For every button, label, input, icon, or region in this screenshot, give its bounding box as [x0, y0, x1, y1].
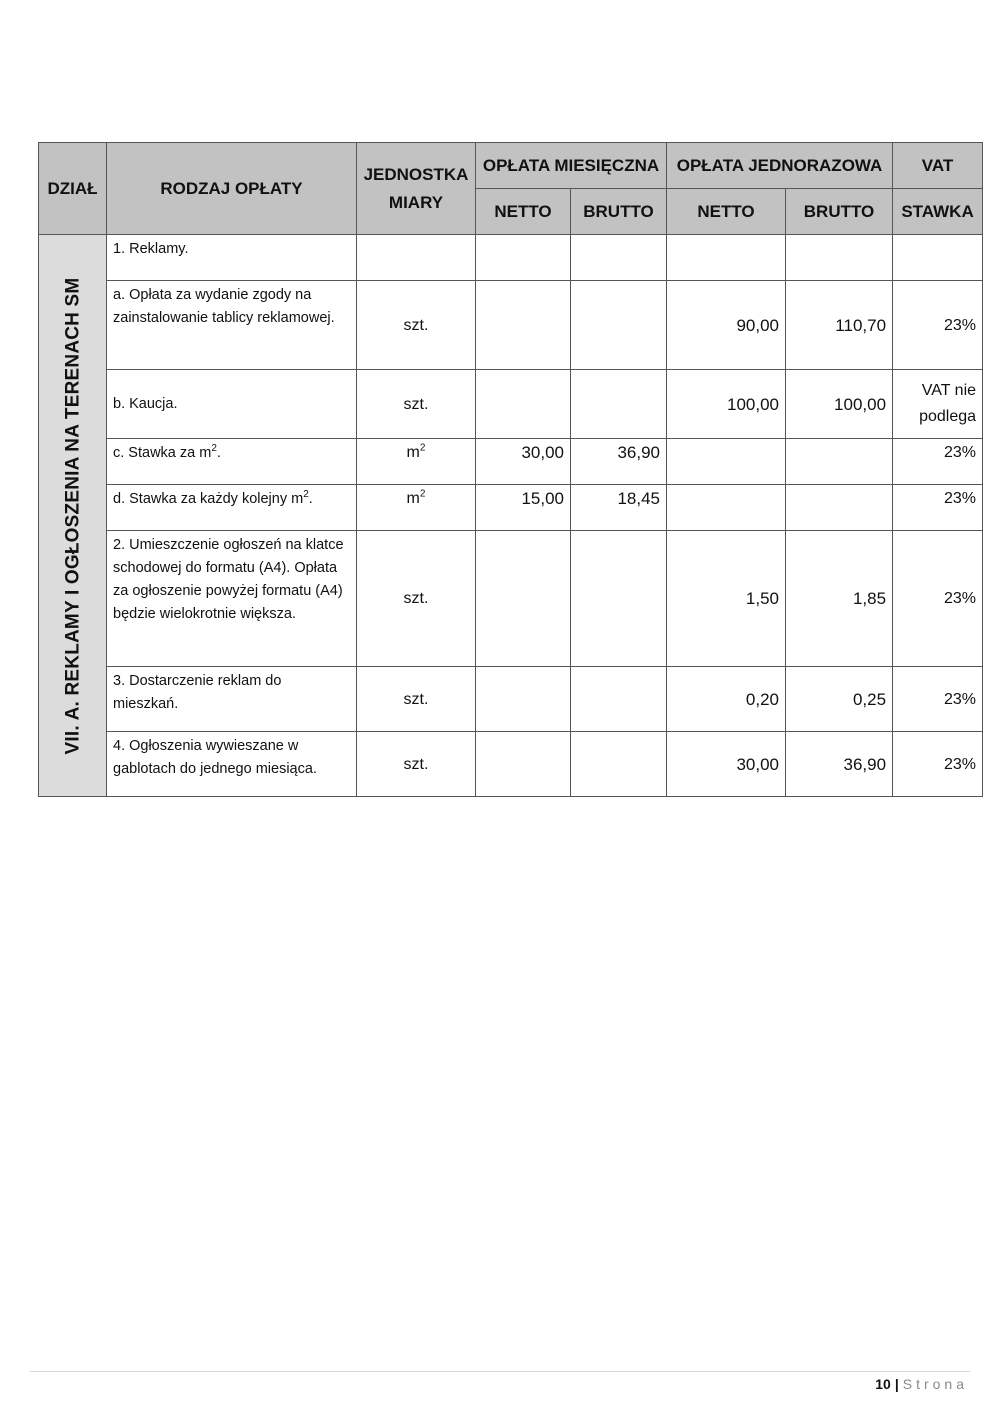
row-onetime-netto: 0,20	[667, 667, 786, 732]
row-description: a. Opłata za wydanie zgody na zainstalowanie tablicy reklamowej.	[107, 281, 357, 370]
table-row	[39, 281, 983, 370]
row-monthly-brutto	[571, 281, 667, 370]
row-vat-rate: 23%	[893, 439, 983, 485]
row-unit-text: m	[406, 444, 420, 461]
row-onetime-netto: 90,00	[667, 281, 786, 370]
row-unit	[357, 485, 476, 531]
row-description: 1. Reklamy.	[107, 235, 357, 281]
row-monthly-netto: 30,00	[476, 439, 571, 485]
header-oplata-miesieczna: OPŁATA MIESIĘCZNA	[476, 143, 667, 189]
row-monthly-netto	[476, 732, 571, 797]
row-unit-sup: 2	[419, 442, 426, 454]
page-word: Strona	[902, 1376, 968, 1392]
header-rodzaj-oplaty: RODZAJ OPŁATY	[107, 143, 357, 235]
row-unit: szt.	[357, 281, 476, 370]
footer-divider	[30, 1371, 970, 1372]
row-onetime-brutto: 0,25	[786, 667, 893, 732]
row-onetime-brutto	[786, 485, 893, 531]
row-unit	[357, 439, 476, 485]
row-vat-rate: 23%	[893, 667, 983, 732]
header-oplata-jednorazowa: OPŁATA JEDNORAZOWA	[667, 143, 893, 189]
row-description-sup: 2	[211, 443, 217, 455]
row-monthly-netto	[476, 531, 571, 667]
row-description-suffix: .	[216, 445, 221, 461]
row-onetime-netto: 30,00	[667, 732, 786, 797]
row-unit: szt.	[357, 732, 476, 797]
row-monthly-brutto: 18,45	[571, 485, 667, 531]
row-unit	[357, 235, 476, 281]
row-onetime-netto	[667, 485, 786, 531]
fee-table	[38, 142, 983, 797]
header-jednostka-miary: JEDNOSTKA MIARY	[357, 143, 476, 235]
row-unit-sup: 2	[419, 488, 426, 500]
row-onetime-netto: 1,50	[667, 531, 786, 667]
row-vat-rate: 23%	[893, 531, 983, 667]
row-monthly-netto: 15,00	[476, 485, 571, 531]
header-dzial: DZIAŁ	[39, 143, 107, 235]
row-monthly-brutto	[571, 732, 667, 797]
table-row	[39, 235, 983, 281]
row-description-sup: 2	[303, 489, 309, 501]
row-onetime-netto	[667, 439, 786, 485]
table-row	[39, 667, 983, 732]
row-description-suffix: .	[308, 491, 313, 507]
row-onetime-brutto: 1,85	[786, 531, 893, 667]
row-unit: szt.	[357, 667, 476, 732]
row-monthly-netto	[476, 667, 571, 732]
footer-separator: |	[894, 1376, 899, 1392]
row-monthly-brutto	[571, 370, 667, 439]
header-vat: VAT	[893, 143, 983, 189]
row-onetime-brutto	[786, 439, 893, 485]
page-footer	[875, 1376, 968, 1392]
row-description	[107, 485, 357, 531]
table-row	[39, 485, 983, 531]
row-onetime-netto	[667, 235, 786, 281]
row-description: b. Kaucja.	[107, 370, 357, 439]
row-unit: szt.	[357, 370, 476, 439]
row-vat-rate: 23%	[893, 281, 983, 370]
page-number: 10	[875, 1376, 891, 1392]
row-description: 4. Ogłoszenia wywieszane w gablotach do jednego miesiąca.	[107, 732, 357, 797]
row-description: 3. Dostarczenie reklam do mieszkań.	[107, 667, 357, 732]
row-onetime-netto: 100,00	[667, 370, 786, 439]
row-monthly-netto	[476, 235, 571, 281]
row-description	[107, 439, 357, 485]
header-miesieczna-brutto: BRUTTO	[571, 189, 667, 235]
header-jednorazowa-brutto: BRUTTO	[786, 189, 893, 235]
row-onetime-brutto	[786, 235, 893, 281]
row-monthly-brutto	[571, 667, 667, 732]
row-monthly-netto	[476, 370, 571, 439]
row-onetime-brutto: 110,70	[786, 281, 893, 370]
table-row	[39, 732, 983, 797]
row-monthly-netto	[476, 281, 571, 370]
row-description-text: d. Stawka za każdy kolejny m	[113, 491, 304, 507]
row-monthly-brutto: 36,90	[571, 439, 667, 485]
row-monthly-brutto	[571, 531, 667, 667]
row-onetime-brutto: 36,90	[786, 732, 893, 797]
row-vat-rate: 23%	[893, 485, 983, 531]
row-onetime-brutto: 100,00	[786, 370, 893, 439]
table-row	[39, 370, 983, 439]
table-row	[39, 531, 983, 667]
table-row	[39, 439, 983, 485]
header-jednorazowa-netto: NETTO	[667, 189, 786, 235]
row-vat-rate: 23%	[893, 732, 983, 797]
header-miesieczna-netto: NETTO	[476, 189, 571, 235]
section-cell	[39, 235, 107, 797]
header-vat-stawka: STAWKA	[893, 189, 983, 235]
row-description-text: c. Stawka za m	[113, 445, 212, 461]
section-label: VII. A. REKLAMY I OGŁOSZENIA NA TERENACH SM	[62, 277, 83, 754]
row-vat-rate	[893, 235, 983, 281]
row-unit-text: m	[406, 490, 420, 507]
row-monthly-brutto	[571, 235, 667, 281]
row-unit: szt.	[357, 531, 476, 667]
row-description: 2. Umieszczenie ogłoszeń na klatce schodowej do formatu (A4). Opłata za ogłoszenie powyżej formatu (A4) będzie wielokrotnie większa.	[107, 531, 357, 667]
row-vat-rate: VAT nie podlega	[893, 370, 983, 439]
